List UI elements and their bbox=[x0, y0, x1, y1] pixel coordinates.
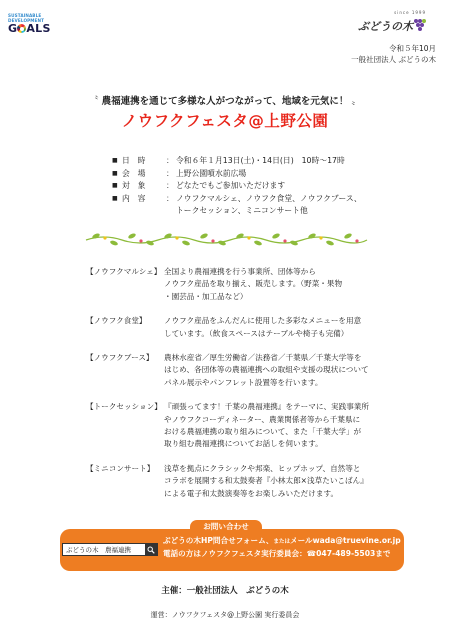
tagline bbox=[0, 93, 450, 107]
section-booth bbox=[86, 352, 406, 389]
section-line: ノウフク産品をふんだんに使用した多彩なメニューを用意 bbox=[164, 316, 362, 326]
sdg-wheel-icon bbox=[17, 24, 26, 33]
issue-info bbox=[351, 43, 436, 65]
bullet-spacer bbox=[112, 205, 122, 218]
section-talk bbox=[86, 401, 406, 451]
section-heading: 【ノウフク食堂】 bbox=[86, 316, 147, 326]
event-title: ノウフクフェスタ@上野公園 bbox=[121, 112, 329, 130]
section-concert bbox=[86, 463, 406, 500]
section-line: 『頑張ってます！千葉の農福連携』をテーマに、実践事業所 bbox=[164, 402, 370, 412]
section-body bbox=[164, 266, 406, 303]
search-button[interactable] bbox=[145, 544, 157, 555]
detail-row-venue bbox=[112, 168, 362, 181]
issuing-org: 一般社団法人 ぶどうの木 bbox=[351, 55, 436, 64]
sdg-text-sustainable: SUSTAINABLE bbox=[8, 13, 42, 18]
contact-line-2: 電話の方はノウフクフェスタ実行委員会：☎047-489-5503まで bbox=[163, 549, 391, 558]
detail-row-content-cont bbox=[112, 205, 362, 218]
square-bullet-icon: ■ bbox=[112, 157, 118, 164]
section-body bbox=[164, 463, 406, 500]
section-heading: 【ノウフクブース】 bbox=[86, 353, 154, 363]
section-line: 全国より農福連携を行う事業所、団体等から bbox=[164, 267, 316, 276]
contact-line-1 bbox=[163, 535, 401, 548]
section-shokudo bbox=[86, 315, 406, 340]
section-heading: 【ノウフクマルシェ】 bbox=[86, 267, 162, 276]
section-line: やノウフクコーディネーター、農業関係者等から千葉県に bbox=[164, 414, 361, 424]
detail-colon: ： bbox=[166, 168, 174, 178]
contact-email-link[interactable]: メールwada@truevine.or.jp bbox=[290, 536, 401, 545]
detail-value: トークセッション、ミニコンサート他 bbox=[176, 206, 308, 216]
section-line: 取り組む農福連携についてお話しを伺います。 bbox=[164, 439, 323, 449]
section-line: おける農福連携の取り組みについて、また「千葉大学」が bbox=[164, 427, 362, 437]
detail-key: 会 場 bbox=[122, 168, 146, 178]
search-input[interactable]: ぶどうの木 農福連携 bbox=[66, 546, 131, 554]
event-details bbox=[112, 155, 362, 218]
key-spacer bbox=[122, 205, 166, 218]
detail-key: 内 容 bbox=[122, 193, 146, 203]
section-line: ・園芸品・加工品など） bbox=[164, 291, 248, 301]
colon-spacer bbox=[166, 205, 176, 218]
section-line: しています。（飲食スペースはテーブルや椅子も完備） bbox=[164, 328, 349, 338]
brand-tagline: since 1999 bbox=[394, 10, 426, 15]
close-quote-mark: 〟 bbox=[348, 96, 361, 107]
detail-colon: ： bbox=[166, 181, 174, 191]
section-body bbox=[164, 315, 406, 340]
detail-row-audience bbox=[112, 180, 362, 193]
square-bullet-icon: ■ bbox=[112, 182, 118, 190]
issue-date: 令和５年10月 bbox=[388, 44, 436, 53]
section-line: 浅草を拠点にクラシックや邦楽、ヒップホップ、自然等と bbox=[164, 463, 361, 473]
square-bullet-icon: ■ bbox=[112, 194, 118, 202]
detail-row-datetime bbox=[112, 155, 362, 168]
tagline-text: 農福連携を通じて多様な人がつながって、地域を元気に！ bbox=[101, 96, 349, 107]
brand-logo bbox=[358, 10, 426, 34]
sdg-text-development: DEVELOPMENT bbox=[8, 18, 45, 23]
detail-key: 日 時 bbox=[122, 156, 146, 165]
sponsor-line: 主催：一般社団法人 ぶどうの木 bbox=[161, 586, 289, 596]
grape-icon bbox=[414, 19, 426, 31]
brand-name: ぶどうの木 bbox=[358, 20, 413, 33]
sdg-logo bbox=[8, 13, 52, 35]
search-box[interactable] bbox=[62, 543, 158, 556]
open-quote-mark: 〝 bbox=[89, 96, 102, 107]
section-body bbox=[164, 401, 406, 451]
section-heading: 【ミニコンサート】 bbox=[86, 463, 155, 473]
program-sections bbox=[86, 266, 406, 512]
section-line: コラボを展開する和太鼓奏者『小林太郎×浅草たいこばん』 bbox=[164, 476, 368, 486]
contact-text bbox=[163, 535, 401, 560]
vine-divider-icon bbox=[84, 232, 369, 246]
section-line: ノウフク産品を取り揃え、販売します。（野菜・果物 bbox=[164, 279, 343, 289]
section-line: パネル展示やパンフレット設置等を行います。 bbox=[164, 377, 323, 387]
section-line: 農林水産省／厚生労働省／法務省／千葉県／千葉大学等を bbox=[164, 353, 362, 363]
section-body bbox=[164, 352, 406, 389]
detail-value: 上野公園噴水前広場 bbox=[176, 168, 247, 178]
contact-form-text[interactable]: ぶどうの木HP問合せフォーム、 bbox=[163, 536, 274, 545]
section-heading: 【トークセッション】 bbox=[86, 402, 162, 412]
operator-line: 運営：ノウフクフェスタ@上野公園 実行委員会 bbox=[150, 611, 300, 619]
section-line: はじめ、各団体等の農福連携への取組や支援の現状について bbox=[164, 365, 369, 375]
contact-tab-label: お問い合わせ bbox=[190, 520, 262, 534]
detail-value: ノウフクマルシェ、ノウフク食堂、ノウフクブース、 bbox=[176, 193, 362, 203]
sdg-goals-wordmark: G ALS bbox=[8, 22, 51, 35]
search-icon bbox=[147, 546, 155, 554]
contact-or-text: または bbox=[273, 539, 291, 545]
section-line: による電子和太鼓演奏等をお楽しみいただけます。 bbox=[164, 488, 339, 498]
detail-row-content bbox=[112, 193, 362, 206]
section-marche bbox=[86, 266, 406, 303]
detail-colon: ： bbox=[166, 193, 174, 203]
detail-value: 令和６年１月13日(土)・14日(日) 10時～17時 bbox=[176, 156, 345, 165]
detail-value: どなたでもご参加いただけます bbox=[176, 181, 286, 191]
detail-key: 対 象 bbox=[122, 181, 146, 191]
square-bullet-icon: ■ bbox=[112, 169, 118, 177]
detail-colon: ： bbox=[166, 156, 174, 165]
